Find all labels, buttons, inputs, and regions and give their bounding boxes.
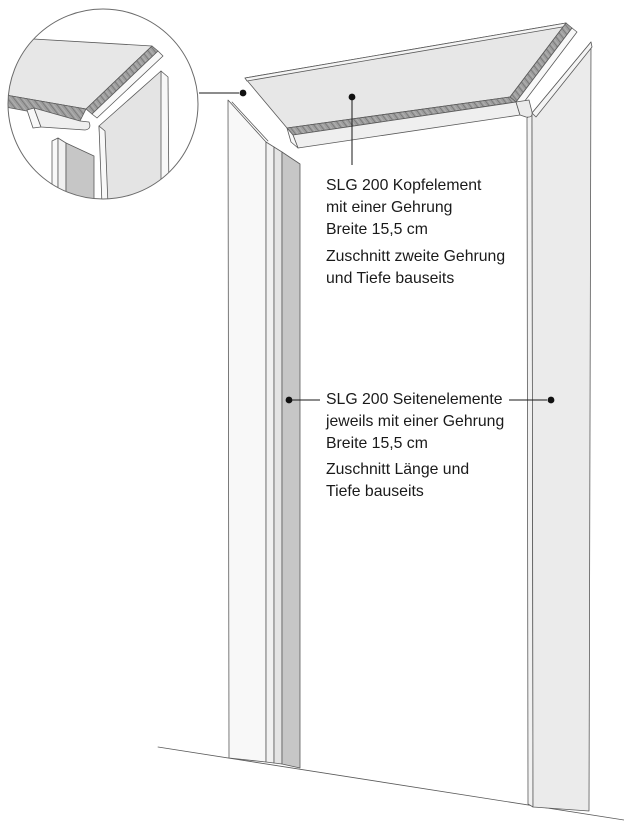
kopfelement-line-1: SLG 200 Kopfelement [326,177,482,194]
side-element-left [228,100,300,768]
kopfelement-line-3: Breite 15,5 cm [326,221,428,238]
side-left-inner-face [282,152,300,768]
detail-leader-dot [240,90,247,97]
side-left-front-edge-2 [274,147,282,764]
label-seitenelemente [325,391,504,500]
kopfelement-note-1: Zuschnitt zweite Gehrung [326,248,506,265]
kopfelement-note-2: und Tiefe bauseits [326,270,455,287]
side-left-front-edge [266,142,274,763]
seitenelemente-line-2: jeweils mit einer Gehrung [326,413,505,430]
detail-side-plank-inner [66,143,94,201]
side-left-leader-dot [286,397,293,404]
detail-view [0,9,198,205]
kopfelement-line-2: mit einer Gehrung [326,199,453,216]
seitenelemente-note-2: Tiefe bauseits [326,483,424,500]
head-leader-dot [349,94,356,101]
side-element-right [527,42,592,811]
seitenelemente-note-1: Zuschnitt Länge und [326,461,470,478]
side-right-leader-dot [548,397,555,404]
label-kopfelement [326,177,505,287]
side-left-outer-face [228,100,266,762]
seitenelemente-line-3: Breite 15,5 cm [326,435,428,452]
detail-side-plank-outer [52,138,58,198]
seitenelemente-line-1: SLG 200 Seitenelemente [326,391,503,408]
side-right-front-face [532,42,591,811]
